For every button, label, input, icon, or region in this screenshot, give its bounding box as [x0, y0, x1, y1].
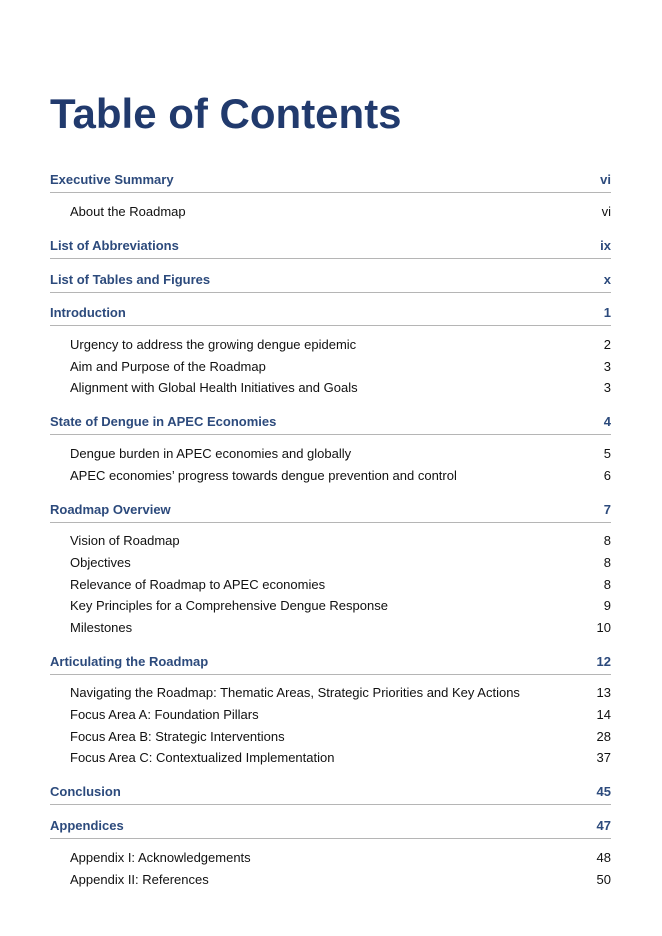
toc-subsection[interactable] — [50, 531, 611, 551]
toc-page-number: ix — [600, 238, 611, 253]
toc-label: About the Roadmap — [70, 204, 186, 219]
toc-label: Roadmap Overview — [50, 502, 171, 517]
toc-label: List of Tables and Figures — [50, 272, 211, 287]
toc-label: Milestones — [70, 620, 133, 635]
toc-label: List of Abbreviations — [50, 238, 179, 253]
toc-page-number: 7 — [603, 502, 611, 517]
toc-page-number: 10 — [596, 620, 611, 635]
toc-page-number: 48 — [596, 850, 611, 865]
toc-page-number: 50 — [596, 872, 611, 887]
toc-page-number: 5 — [603, 446, 611, 461]
toc-page-number: 3 — [603, 380, 611, 395]
toc-section[interactable] — [50, 814, 611, 839]
toc-label: Aim and Purpose of the Roadmap — [70, 359, 266, 374]
toc-section[interactable] — [50, 780, 611, 805]
toc-page-number: 28 — [596, 729, 611, 744]
toc-section[interactable] — [50, 301, 611, 326]
toc-subsection[interactable] — [50, 870, 611, 890]
toc-section[interactable] — [50, 410, 611, 435]
toc-subsection[interactable] — [50, 357, 611, 377]
toc-page-number: 45 — [596, 784, 611, 799]
toc-subsection[interactable] — [50, 705, 611, 725]
toc-label: Executive Summary — [50, 172, 174, 187]
toc-subsection[interactable] — [50, 553, 611, 573]
toc-subsection[interactable] — [50, 727, 611, 747]
toc-section[interactable] — [50, 168, 611, 193]
toc-subsection[interactable] — [50, 618, 611, 638]
toc-label: Appendices — [50, 818, 124, 833]
toc-section[interactable] — [50, 498, 611, 523]
toc-subsection[interactable] — [50, 202, 611, 222]
toc-label: Relevance of Roadmap to APEC economies — [70, 577, 326, 592]
toc-label: Objectives — [70, 555, 131, 570]
toc-subsection[interactable] — [50, 848, 611, 868]
toc-label: Dengue burden in APEC economies and globally — [70, 446, 352, 461]
page-title: Table of Contents — [50, 90, 402, 137]
toc-section[interactable] — [50, 234, 611, 259]
toc-page-number: 8 — [603, 577, 611, 592]
toc-page-number: vi — [600, 172, 611, 187]
toc-label: Urgency to address the growing dengue epidemic — [70, 337, 357, 352]
toc-page-number: 47 — [596, 818, 611, 833]
toc-page-number: 14 — [596, 707, 611, 722]
toc-page-number: 8 — [603, 533, 611, 548]
toc-label: Focus Area B: Strategic Interventions — [70, 729, 285, 744]
toc-section[interactable] — [50, 650, 611, 675]
toc-label: State of Dengue in APEC Economies — [50, 414, 277, 429]
toc-label: Appendix I: Acknowledgements — [70, 850, 251, 865]
toc-label: APEC economies’ progress towards dengue prevention and control — [70, 468, 457, 483]
toc-label: Focus Area A: Foundation Pillars — [70, 707, 259, 722]
toc-page-number: 4 — [603, 414, 611, 429]
toc-label: Appendix II: References — [70, 872, 209, 887]
toc-subsection[interactable] — [50, 444, 611, 464]
toc-subsection[interactable] — [50, 378, 611, 398]
toc-page-number: 37 — [596, 750, 611, 765]
toc-label: Articulating the Roadmap — [50, 654, 209, 669]
toc-section[interactable] — [50, 268, 611, 293]
toc-page-number: 1 — [603, 305, 611, 320]
toc-page-number: 9 — [603, 598, 611, 613]
toc-page-number: 6 — [603, 468, 611, 483]
toc-page-number: 3 — [603, 359, 611, 374]
toc-label: Alignment with Global Health Initiatives and Goals — [70, 380, 358, 395]
toc-page-number: 12 — [596, 654, 611, 669]
toc-page-number: 8 — [603, 555, 611, 570]
toc-subsection[interactable] — [50, 683, 611, 703]
toc-label: Key Principles for a Comprehensive Dengue Response — [70, 598, 388, 613]
toc-subsection[interactable] — [50, 748, 611, 768]
toc-subsection[interactable] — [50, 335, 611, 355]
toc-page-number: 2 — [603, 337, 611, 352]
toc-label: Vision of Roadmap — [70, 533, 180, 548]
toc-label: Navigating the Roadmap: Thematic Areas, Strategic Priorities and Key Actions — [70, 685, 520, 700]
toc-subsection[interactable] — [50, 575, 611, 595]
toc-subsection[interactable] — [50, 466, 611, 486]
toc-subsection[interactable] — [50, 596, 611, 616]
toc-page-number: x — [603, 272, 611, 287]
toc-page-number: vi — [601, 204, 611, 219]
toc-label: Introduction — [50, 305, 126, 320]
toc-label: Conclusion — [50, 784, 121, 799]
toc-page-number: 13 — [596, 685, 611, 700]
toc-label: Focus Area C: Contextualized Implementation — [70, 750, 335, 765]
